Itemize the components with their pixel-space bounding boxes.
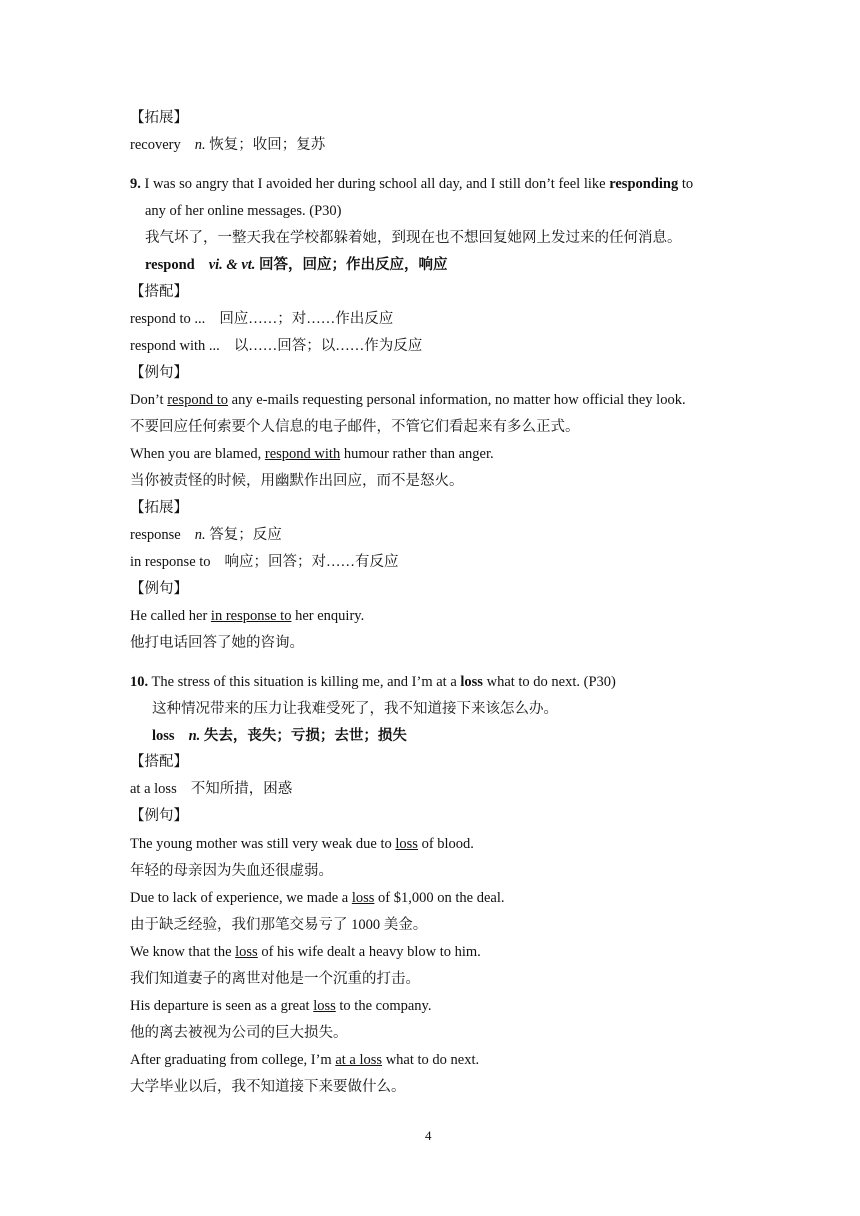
extension-entry bbox=[130, 552, 399, 572]
collocation-phrase: respond with ... bbox=[130, 338, 220, 354]
example-part: Don’t bbox=[130, 392, 164, 408]
example-part: We know that the bbox=[130, 944, 232, 960]
item-9-sentence bbox=[130, 174, 693, 194]
example-part: The young mother was still very weak due to bbox=[130, 836, 392, 852]
example-translation: 由于缺乏经验，我们那笔交易亏了 1000 美金。 bbox=[130, 917, 428, 933]
item-number: 9. bbox=[130, 176, 141, 192]
example-underlined: loss bbox=[351, 890, 375, 906]
headword: loss bbox=[152, 728, 175, 744]
example-part: of $1,000 on the deal. bbox=[378, 890, 505, 906]
item-10-translation: 这种情况带来的压力让我难受死了，我不知道接下来该怎么办。 bbox=[152, 701, 558, 717]
keyword: responding bbox=[609, 176, 679, 192]
example-translation: 年轻的母亲因为失血还很虚弱。 bbox=[130, 863, 333, 879]
example-underlined: in response to bbox=[210, 608, 292, 624]
example-part: any e-mails requesting personal information, no matter how official they look. bbox=[231, 392, 686, 408]
word: response bbox=[130, 527, 181, 543]
headword-meaning: 失去，丧失；亏损；去世；损失 bbox=[203, 728, 407, 744]
item-9-headword bbox=[145, 255, 448, 275]
example-part: what to do next. bbox=[385, 1052, 480, 1068]
collocation-phrase: respond to ... bbox=[130, 311, 206, 327]
example-sentence bbox=[130, 1050, 479, 1070]
collocation-phrase: at a loss bbox=[130, 781, 177, 797]
headword: respond bbox=[145, 257, 195, 273]
example-sentence bbox=[130, 606, 364, 626]
sentence-part: I was so angry that I avoided her during school all day, and I still don’t feel like bbox=[144, 176, 606, 192]
meaning: 响应；回答；对……有反应 bbox=[224, 554, 399, 570]
example-underlined: loss bbox=[313, 998, 336, 1014]
section-label-example: 【例句】 bbox=[130, 808, 188, 824]
section-label-collocation: 【搭配】 bbox=[130, 754, 188, 770]
page-number: 4 bbox=[425, 1128, 432, 1143]
example-sentence bbox=[130, 996, 431, 1016]
section-label-example: 【例句】 bbox=[130, 581, 188, 597]
headword-meaning: 回答，回应；作出反应，响应 bbox=[259, 257, 448, 273]
item-number: 10. bbox=[130, 674, 149, 690]
example-part: humour rather than anger. bbox=[343, 446, 494, 462]
example-sentence bbox=[130, 834, 474, 854]
phrase: in response to bbox=[130, 554, 211, 570]
example-underlined: respond to bbox=[167, 392, 229, 408]
meaning: 恢复；收回；复苏 bbox=[209, 137, 326, 153]
headword-pos: n. bbox=[188, 728, 201, 744]
section-label-extension: 【拓展】 bbox=[130, 110, 188, 126]
sentence-part: to bbox=[681, 176, 694, 192]
item-9-translation: 我气坏了，一整天我在学校都躲着她，到现在也不想回复她网上发过来的任何消息。 bbox=[145, 230, 682, 246]
example-translation: 大学毕业以后，我不知道接下来要做什么。 bbox=[130, 1079, 406, 1095]
keyword: loss bbox=[460, 674, 483, 690]
example-sentence bbox=[130, 390, 686, 410]
collocation-row bbox=[130, 779, 292, 799]
example-part: to the company. bbox=[339, 998, 432, 1014]
example-part: He called her bbox=[130, 608, 208, 624]
section-label-extension: 【拓展】 bbox=[130, 500, 188, 516]
extension-entry bbox=[130, 525, 282, 545]
item-10-headword bbox=[152, 726, 407, 746]
example-translation: 我们知道妻子的离世对他是一个沉重的打击。 bbox=[130, 971, 420, 987]
meaning: 答复；反应 bbox=[209, 527, 282, 543]
example-sentence bbox=[130, 888, 504, 908]
pos: n. bbox=[194, 137, 206, 153]
example-part: His departure is seen as a great bbox=[130, 998, 310, 1014]
example-translation: 当你被责怪的时候，用幽默作出回应，而不是怒火。 bbox=[130, 473, 464, 489]
section-label-collocation: 【搭配】 bbox=[130, 284, 188, 300]
collocation-meaning: 回应……；对……作出反应 bbox=[219, 311, 394, 327]
item-9-sentence-cont: any of her online messages. (P30) bbox=[145, 203, 342, 219]
example-part: Due to lack of experience, we made a bbox=[130, 890, 349, 906]
extension-entry-recovery bbox=[130, 135, 325, 155]
collocation-row bbox=[130, 336, 422, 356]
item-10-sentence bbox=[130, 672, 616, 692]
word: recovery bbox=[130, 137, 181, 153]
example-translation: 他打电话回答了她的咨询。 bbox=[130, 635, 304, 651]
example-underlined: loss bbox=[395, 836, 418, 852]
example-part: of his wife dealt a heavy blow to him. bbox=[261, 944, 481, 960]
example-sentence bbox=[130, 444, 494, 464]
sentence-part: The stress of this situation is killing me, and I’m at a bbox=[151, 674, 457, 690]
example-underlined: loss bbox=[235, 944, 258, 960]
example-part: After graduating from college, I’m bbox=[130, 1052, 332, 1068]
example-underlined: at a loss bbox=[335, 1052, 383, 1068]
example-translation: 他的离去被视为公司的巨大损失。 bbox=[130, 1025, 348, 1041]
collocation-row bbox=[130, 309, 393, 329]
collocation-meaning: 以……回答；以……作为反应 bbox=[233, 338, 423, 354]
collocation-meaning: 不知所措，困惑 bbox=[190, 781, 293, 797]
example-part: When you are blamed, bbox=[130, 446, 262, 462]
example-underlined: respond with bbox=[264, 446, 341, 462]
example-sentence bbox=[130, 942, 481, 962]
example-translation: 不要回应任何索要个人信息的电子邮件，不管它们看起来有多么正式。 bbox=[130, 419, 580, 435]
example-part: her enquiry. bbox=[295, 608, 365, 624]
sentence-part: what to do next. (P30) bbox=[486, 674, 616, 690]
pos: n. bbox=[194, 527, 206, 543]
headword-pos: vi. & vt. bbox=[208, 257, 256, 273]
section-label-example: 【例句】 bbox=[130, 365, 188, 381]
example-part: of blood. bbox=[421, 836, 474, 852]
